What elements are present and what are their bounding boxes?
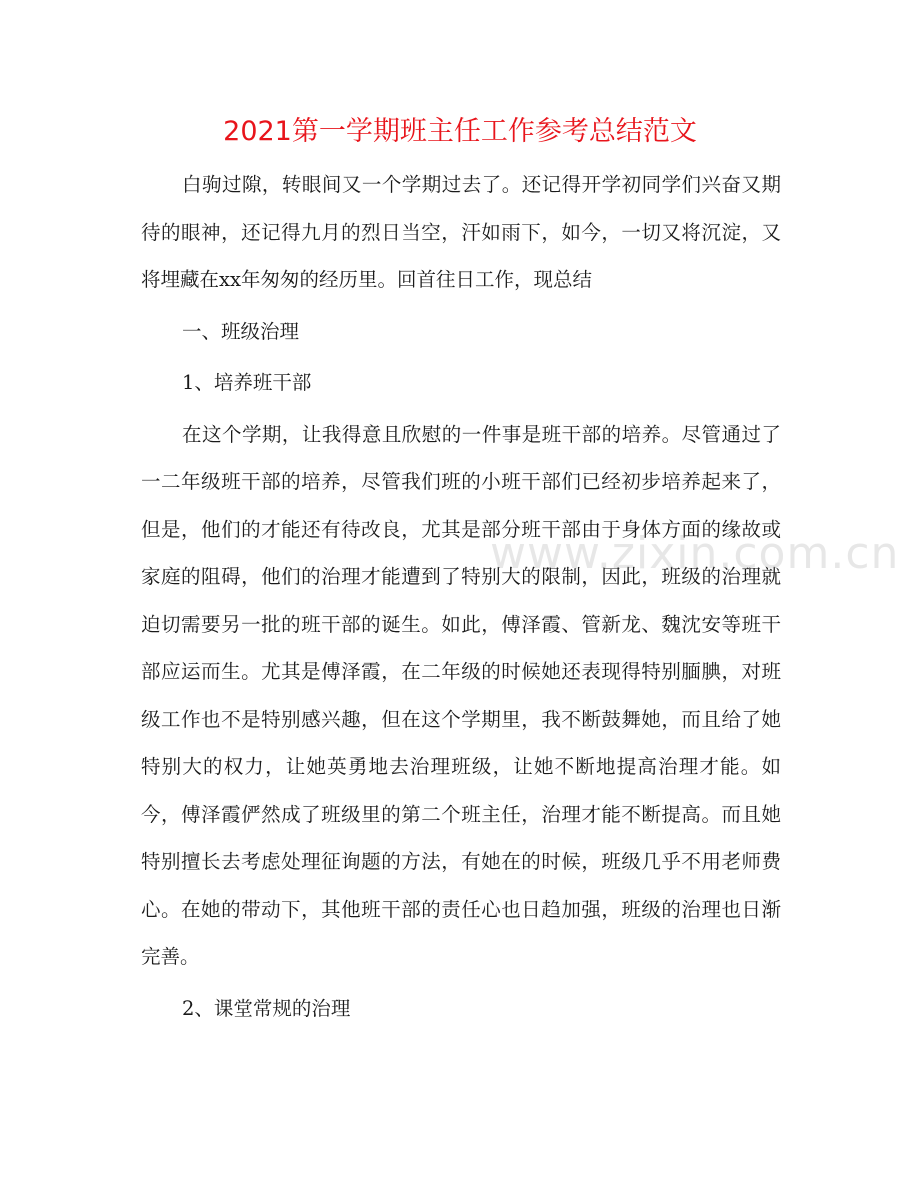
subsection-heading-class-cadres: 1、培养班干部 — [182, 371, 312, 394]
watermark-text: www.zixin.com.cn — [490, 528, 900, 579]
document-title: 2021第一学期班主任工作参考总结范文 — [223, 116, 697, 147]
intro-paragraph: 白驹过隙，转眼间又一个学期过去了。还记得开学初同学们兴奋又期待的眼神，还记得九月的烈日当空，汗如雨下，如今，一切又将沉淀，又将埋藏在xx年匆匆的经历里。回首往日工作，现总结 — [141, 173, 781, 291]
document-body — [141, 161, 781, 1032]
subsection-heading-classroom-routine: 2、课堂常规的治理 — [182, 996, 351, 1020]
class-cadres-paragraph: 在这个学期，让我得意且欣慰的一件事是班干部的培养。尽管通过了一二年级班干部的培养，尽管我们班的小班干部们已经初步培养起来了，但是，他们的才能还有待改良，尤其是部分班干部由于身体方面的缘故或家庭的阻碍，他们的治理才能遭到了特别大的限制，因此，班级的治理就迫切需要另一批的班干部的诞生。如此，傅泽霞、管新龙、魏沈安等班干部应运而生。尤其是傅泽霞，在二年级的时候她还表现得特别腼腆，对班级工作也不是特别感兴趣，但在这个学期里，我不断鼓舞她，而且给了她特别大的权力，让她英勇地去治理班级，让她不断地提高治理才能。如今，傅泽霞俨然成了班级里的第二个班主任，治理才能不断提高。而且她特别擅长去考虑处理征询题的方法，有她在的时候，班级几乎不用老师费心。在她的带动下，其他班干部的责任心也日趋加强，班级的治理也日渐完善。 — [141, 422, 781, 968]
section-heading-class-management: 一、班级治理 — [182, 319, 300, 343]
